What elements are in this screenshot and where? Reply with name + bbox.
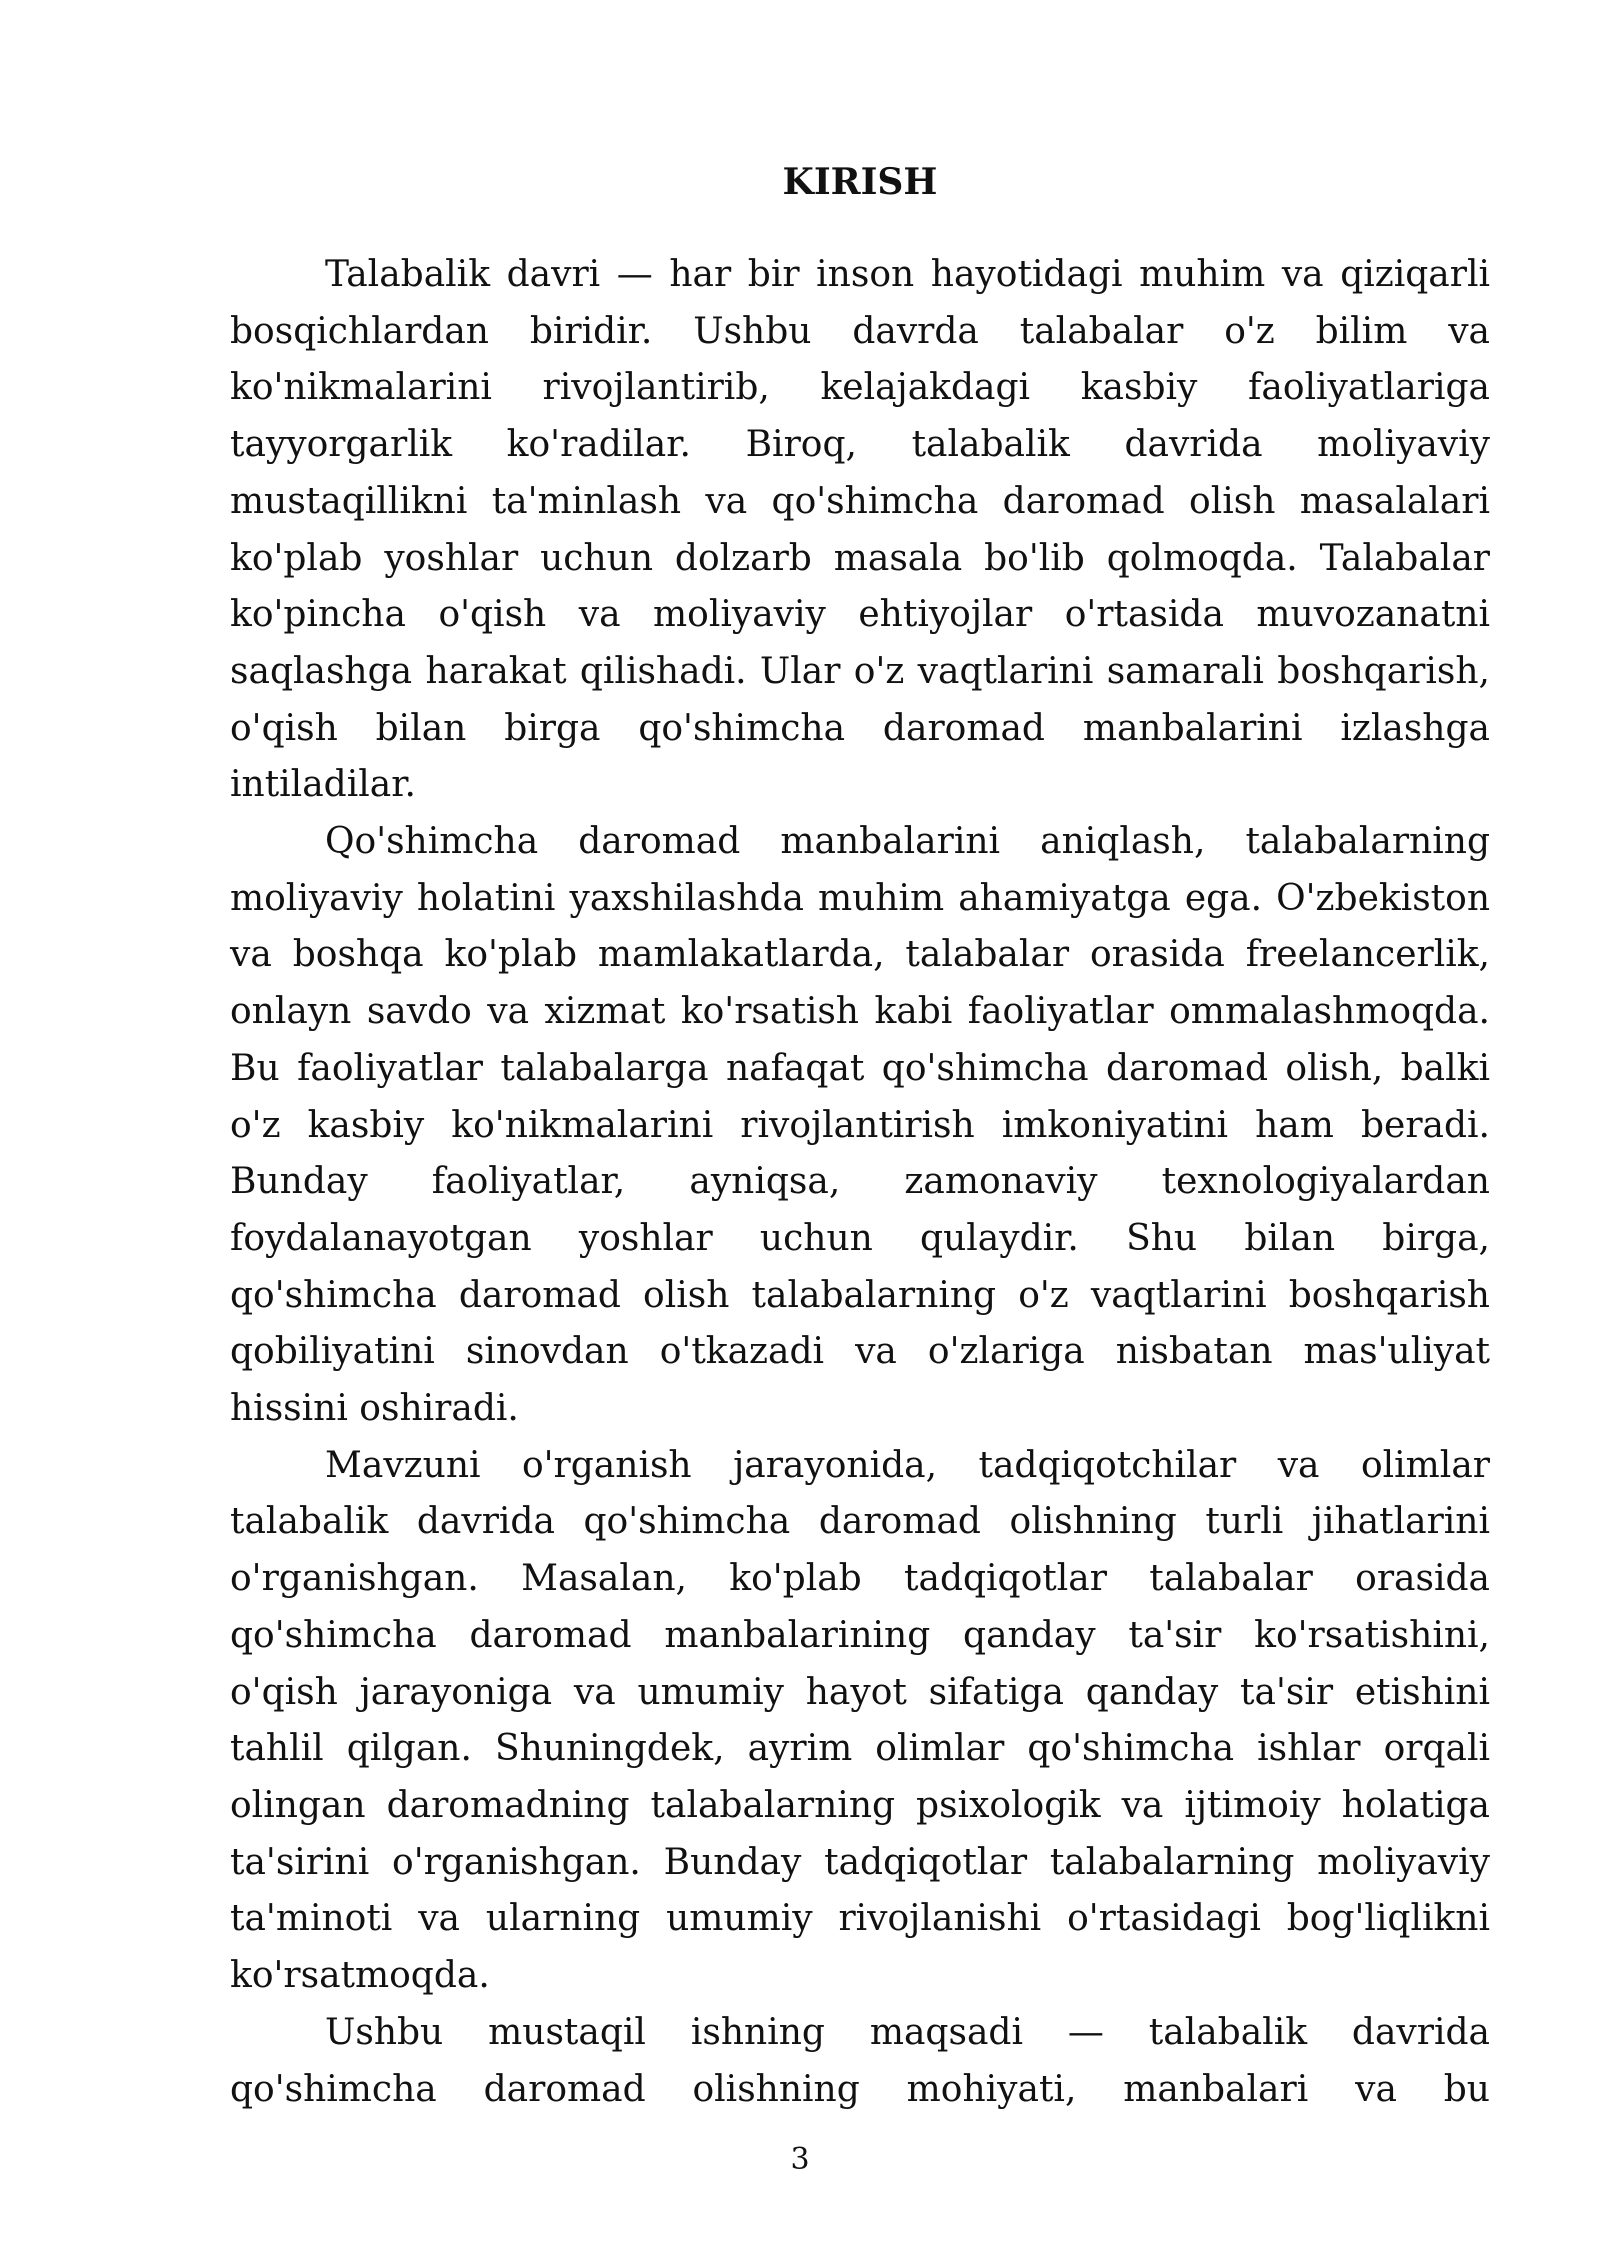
body-text <box>230 247 1490 2118</box>
page-number: 3 <box>790 2142 810 2177</box>
paragraph-3: Mavzuni o'rganish jarayonida, tadqiqotchilar va olimlar talabalik davrida qo'shimcha daromad olishning turli jihatlarini o'rganishgan. Masalan, ko'plab tadqiqotlar talabalar orasida qo'shimcha daromad manbalarining qanday ta'sir ko'rsatishini, o'qish jarayoniga va umumiy hayot sifatiga qanday ta'sir etishini tahlil qilgan. Shuningdek, ayrim olimlar qo'shimcha ishlar orqali olingan daromadning talabalarning psixologik va ijtimoiy holatiga ta'sirini o'rganishgan. Bunday tadqiqotlar talabalarning moliyaviy ta'minoti va ularning umumiy rivojlanishi o'rtasidagi bog'liqlikni ko'rsatmoqda. <box>230 1444 1490 1997</box>
paragraph-4: Ushbu mustaqil ishning maqsadi — talabalik davrida qo'shimcha daromad olishning mohiyati, manbalari va bu <box>230 2011 1490 2110</box>
paragraph-2: Qo'shimcha daromad manbalarini aniqlash, talabalarning moliyaviy holatini yaxshilashda muhim ahamiyatga ega. O'zbekiston va boshqa ko'plab mamlakatlarda, talabalar orasida freelancerlik, onlayn savdo va xizmat ko'rsatish kabi faoliyatlar ommalashmoqda. Bu faoliyatlar talabalarga nafaqat qo'shimcha daromad olish, balki o'z kasbiy ko'nikmalarini rivojlantirish imkoniyatini ham beradi. Bunday faoliyatlar, ayniqsa, zamonaviy texnologiyalardan foydalanayotgan yoshlar uchun qulaydir. Shu bilan birga, qo'shimcha daromad olish talabalarning o'z vaqtlarini boshqarish qobiliyatini sinovdan o'tkazadi va o'zlariga nisbatan mas'uliyat hissini oshiradi. <box>230 821 1490 1430</box>
section-heading: KIRISH <box>782 161 938 203</box>
paragraph-1: Talabalik davri — har bir inson hayotidagi muhim va qiziqarli bosqichlardan biridir. Ushbu davrda talabalar o'z bilim va ko'nikmalarini rivojlantirib, kelajakdagi kasbiy faoliyatlariga tayyorgarlik ko'radilar. Biroq, talabalik davrida moliyaviy mustaqillikni ta'minlash va qo'shimcha daromad olish masalalari ko'plab yoshlar uchun dolzarb masala bo'lib qolmoqda. Talabalar ko'pincha o'qish va moliyaviy ehtiyojlar o'rtasida muvozanatni saqlashga harakat qilishadi. Ular o'z vaqtlarini samarali boshqarish, o'qish bilan birga qo'shimcha daromad manbalarini izlashga intiladilar. <box>230 254 1490 806</box>
